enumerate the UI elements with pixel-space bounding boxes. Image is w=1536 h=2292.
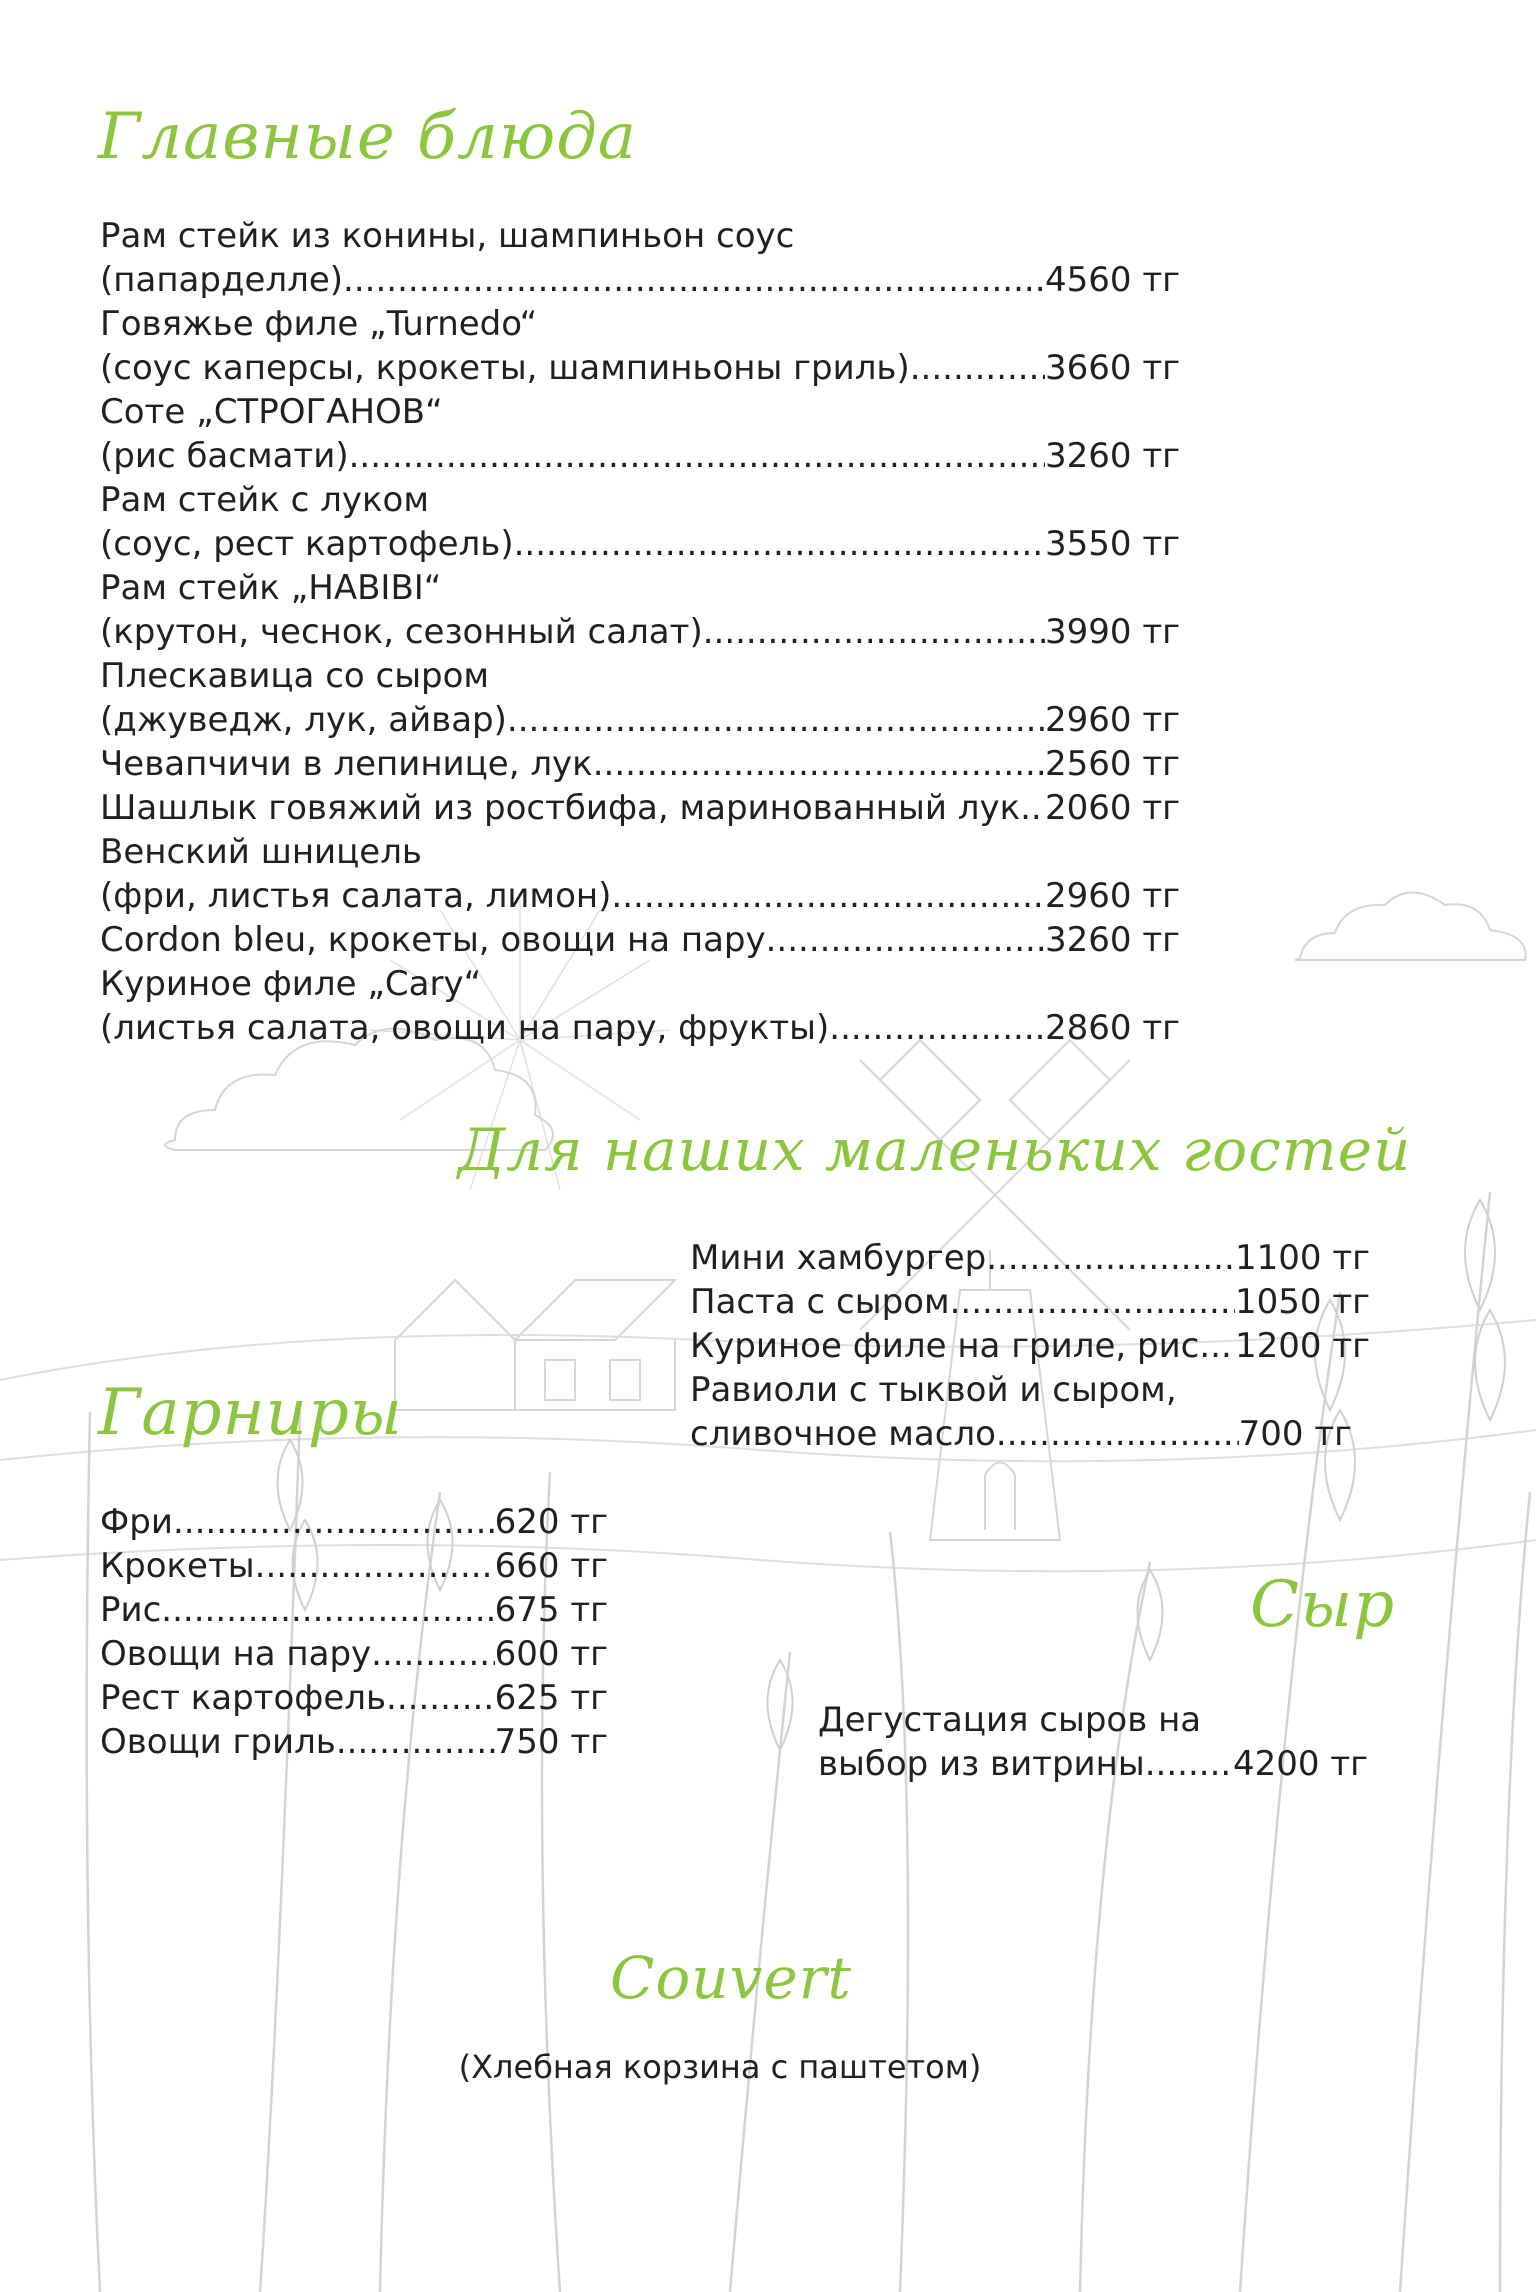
dish-price: 600 тг [494,1634,608,1674]
dish-description: Рам стейк с луком [100,480,429,520]
dish-name: (папарделле) [100,260,344,300]
dish-price: 1100 тг [1234,1238,1370,1278]
side-dishes-title: Гарниры [98,1376,403,1450]
farmhouse-illustration [395,1280,675,1410]
menu-item [100,874,1180,918]
kids-menu-title: Для наших маленьких гостей [458,1116,1412,1184]
menu-item [818,1742,1368,1786]
side-dishes-list [100,1500,608,1764]
dish-name: Куриное филе на гриле, рис [690,1326,1200,1366]
dish-name: (крутон, чеснок, сезонный салат) [100,612,703,652]
dish-price: 700 тг [1238,1414,1352,1454]
dish-price: 1050 тг [1234,1282,1370,1322]
dish-name: (соус, рест картофель) [100,524,514,564]
menu-item [100,610,1180,654]
dish-price: 1200 тг [1234,1326,1370,1366]
dish-description: Рам стейк „HABIBI“ [100,568,442,608]
menu-item [100,1676,608,1720]
menu-item [100,918,1180,962]
dish-name: (рис басмати) [100,436,349,476]
dish-name: (фри, листья салата, лимон) [100,876,612,916]
menu-item [100,1588,608,1632]
menu-item [100,1544,608,1588]
dish-description: Соте „СТРОГАНОВ“ [100,392,443,432]
dish-name: Овощи гриль [100,1722,336,1762]
menu-item [100,1500,608,1544]
menu-item [100,1720,608,1764]
couvert-title: Couvert [610,1944,852,2012]
menu-item [100,258,1180,302]
menu-item [100,698,1180,742]
menu-item [100,346,1180,390]
dish-name: Овощи на пару [100,1634,372,1674]
menu-item [100,434,1180,478]
dish-name: Чевапчичи в лепинице, лук [100,744,593,784]
dish-name: Мини хамбургер [690,1238,987,1278]
dish-price: 2560 тг [1044,744,1180,784]
dish-description: Дегустация сыров на [818,1700,1202,1740]
dish-price: 2960 тг [1044,876,1180,916]
dish-price: 2060 тг [1044,788,1180,828]
dish-name: (листья салата, овощи на пару, фрукты) [100,1008,830,1048]
dish-price: 675 тг [494,1590,608,1630]
dish-name: Крокеты [100,1546,255,1586]
dish-name: Шашлык говяжий из ростбифа, маринованный лук [100,788,1021,828]
menu-item [100,1006,1180,1050]
cloud-illustration [1295,893,1526,961]
dish-name: (соус каперсы, крокеты, шампиньоны гриль) [100,348,910,388]
dish-description: Равиоли с тыквой и сыром, [690,1370,1177,1410]
dish-name: Рест картофель [100,1678,387,1718]
dish-description: Плескавица со сыром [100,656,490,696]
cheese-list [818,1698,1368,1786]
menu-item [690,1412,1352,1456]
dish-price: 3260 тг [1044,920,1180,960]
dish-name: Паста с сыром [690,1282,950,1322]
dish-price: 4560 тг [1044,260,1180,300]
dish-name: Рис [100,1590,162,1630]
dish-name: сливочное масло [690,1414,996,1454]
dish-price: 625 тг [494,1678,608,1718]
dish-price: 3990 тг [1044,612,1180,652]
kids-menu-list [690,1236,1370,1456]
dish-description: Говяжье филе „Turnedo“ [100,304,538,344]
dish-price: 3660 тг [1044,348,1180,388]
main-dishes-list [100,214,1180,1050]
menu-item [100,742,1180,786]
dish-price: 660 тг [494,1546,608,1586]
dish-price: 2860 тг [1044,1008,1180,1048]
menu-item [100,522,1180,566]
dish-description: Куриное филе „Cary“ [100,964,482,1004]
menu-item [690,1280,1370,1324]
dish-price: 3260 тг [1044,436,1180,476]
dish-price: 4200 тг [1232,1744,1368,1784]
dish-name: Cordon bleu, крокеты, овощи на пару [100,920,766,960]
menu-item [100,1632,608,1676]
dish-name: Фри [100,1502,173,1542]
dish-description: Рам стейк из конины, шампиньон соус [100,216,795,256]
menu-item [690,1236,1370,1280]
dish-price: 620 тг [494,1502,608,1542]
dish-description: Венский шницель [100,832,422,872]
dish-price: 3550 тг [1044,524,1180,564]
menu-item [690,1324,1370,1368]
cheese-title: Сыр [1250,1568,1396,1642]
dish-price: 2960 тг [1044,700,1180,740]
main-dishes-title: Главные блюда [98,100,637,174]
dish-price: 750 тг [494,1722,608,1762]
menu-item [100,786,1180,830]
dish-name: выбор из витрины [818,1744,1145,1784]
dish-name: (джуведж, лук, айвар) [100,700,507,740]
couvert-description: (Хлебная корзина с паштетом) [458,2048,982,2086]
